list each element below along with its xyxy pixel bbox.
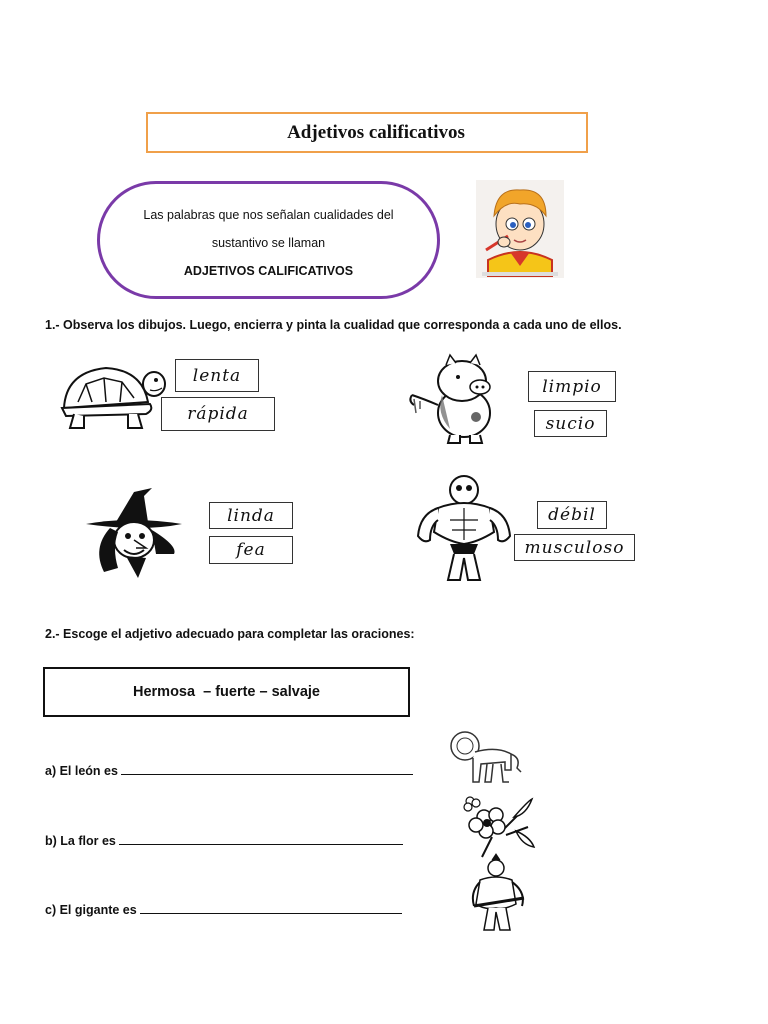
answer-blank-c[interactable] [140,902,402,914]
definition-box [97,181,440,299]
dirty-pig-illustration [406,355,512,445]
option-lenta[interactable]: lenta [175,359,259,392]
option-rapida[interactable]: rápida [161,397,275,431]
title-box [146,112,588,153]
adjective-options-text: Hermosa – fuerte – salvaje [133,684,320,700]
answer-blank-b[interactable] [119,833,403,845]
option-fea[interactable]: fea [209,536,293,564]
definition-line-1: Las palabras que nos señalan cualidades del [143,208,394,222]
witch-illustration [82,488,186,578]
option-sucio[interactable]: sucio [534,410,607,437]
giant-illustration [470,858,530,934]
page-title: Adjetivos calificativos [287,121,465,143]
option-limpio[interactable]: limpio [528,371,616,402]
option-musculoso[interactable]: musculoso [514,534,635,561]
exercise-1-instruction: 1.- Observa los dibujos. Luego, encierra y pinta la cualidad que corresponda a cada uno de ellos. [45,318,622,332]
sentence-b-text: b) La flor es [45,834,116,848]
option-linda[interactable]: linda [209,502,293,529]
exercise-2-instruction: 2.- Escoge el adjetivo adecuado para completar las oraciones: [45,627,415,641]
definition-line-2: sustantivo se llaman [211,236,326,250]
adjective-options-box [43,667,410,717]
sentence-b [45,833,403,848]
thinking-boy-illustration [476,180,564,278]
answer-blank-a[interactable] [121,763,413,775]
definition-line-3: ADJETIVOS CALIFICATIVOS [183,264,354,278]
flower-illustration [462,797,534,859]
sentence-c-text: c) El gigante es [45,903,137,917]
lion-illustration [447,728,523,786]
turtle-illustration [58,358,166,432]
sentence-a-text: a) El león es [45,764,118,778]
sentence-a [45,763,413,778]
sentence-c [45,902,402,917]
option-debil[interactable]: débil [537,501,607,529]
muscular-monster-illustration [414,474,514,584]
